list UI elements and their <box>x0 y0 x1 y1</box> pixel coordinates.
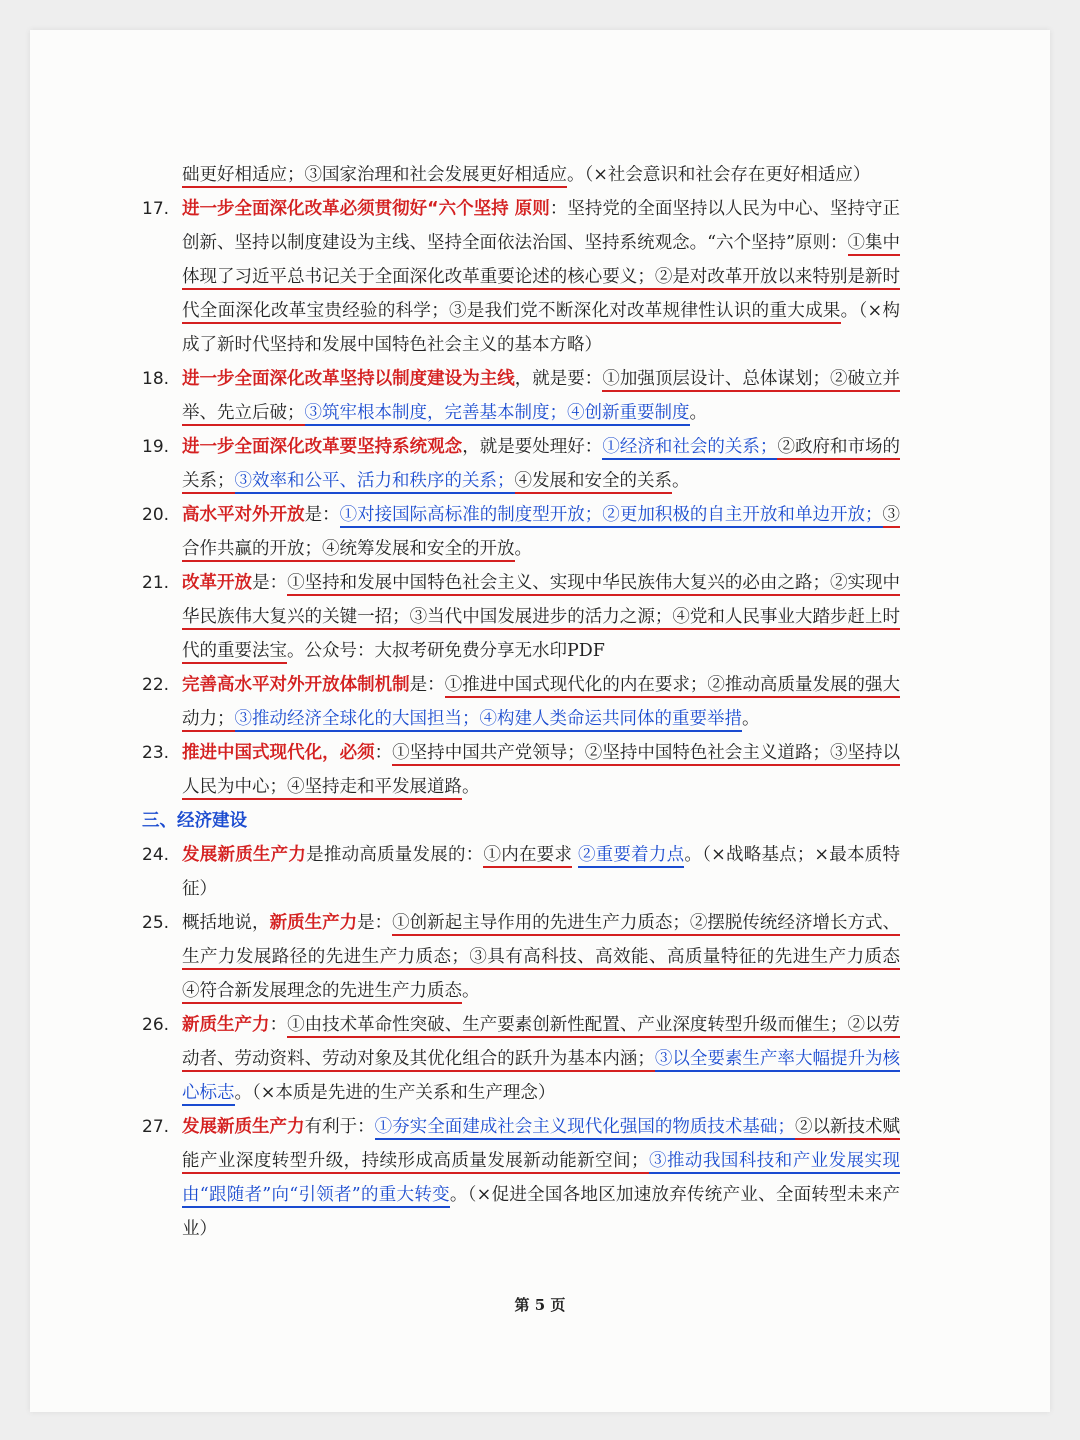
item-content <box>182 1110 900 1246</box>
underlined-point-blue: ①夯实全面建成社会主义现代化强国的物质技术基础； <box>375 1117 795 1140</box>
underlined-point-red: ③合作共赢的开放；④统筹发展和安全的开放 <box>182 505 900 562</box>
item-content <box>182 838 900 906</box>
list-item <box>142 430 901 498</box>
body-text: ：坚持党的全面坚持以人民为中心、坚持守正创新、坚持以制度建设为主线、坚持全面依法治国、坚持系统观念。“六个坚持”原则： <box>182 199 900 253</box>
underlined-point-blue: ③筑牢根本制度，完善基本制度；④创新重要制度 <box>305 403 690 426</box>
keyword-heading: 发展新质生产力 <box>182 845 307 865</box>
item-number: 22. <box>142 675 170 695</box>
body-text: 。（×促进全国各地区加速放弃传统产业、全面转型未来产业） <box>182 1185 900 1239</box>
body-text: ： <box>374 743 393 763</box>
keyword-heading: 改革开放 <box>182 573 253 593</box>
item-number: 24. <box>142 845 170 865</box>
body-text: ，就是要： <box>514 369 603 389</box>
body-text: 是推动高质量发展的： <box>306 845 484 865</box>
underlined-point-red: 础更好相适应；③国家治理和社会发展更好相适应 <box>182 165 567 188</box>
underlined-point-red: ①由技术革命性突破、生产要素创新性配置、产业深度转型升级而催生；②以劳动者、劳动资料、劳动对象及其优化组合的跃升为基本内涵； <box>182 1015 900 1072</box>
keyword-heading: 完善高水平对外开放体制机制 <box>182 675 410 695</box>
item-content <box>182 498 900 566</box>
list-item <box>142 362 901 430</box>
keyword-heading: 推进中国式现代化，必须 <box>182 743 375 763</box>
underlined-point-blue: ①经济和社会的关系； <box>602 437 777 460</box>
keyword-heading: 新质生产力 <box>182 1015 270 1035</box>
item-number: 27. <box>142 1117 170 1137</box>
list-item <box>142 192 901 362</box>
item-number: 20. <box>142 505 170 525</box>
body-text: 。 <box>672 471 690 491</box>
body-text: ，就是要处理好： <box>462 437 603 457</box>
item-list-2 <box>142 838 901 1246</box>
keyword-heading: 发展新质生产力 <box>182 1117 305 1137</box>
continued-paragraph <box>182 158 900 192</box>
item-number: 19. <box>142 437 170 457</box>
body-text: 。（×本质是先进的生产关系和生产理念） <box>234 1083 556 1103</box>
underlined-point-blue: ③效率和公平、活力和秩序的关系； <box>235 471 515 494</box>
body-text: 概括地说， <box>182 913 270 933</box>
underlined-point-blue: ②重要着力点 <box>578 845 684 868</box>
underlined-point-red: ①坚持中国共产党领导；②坚持中国特色社会主义道路；③坚持以人民为中心；④坚持走和平发展道路 <box>182 743 900 800</box>
page-content <box>142 158 901 1246</box>
body-text: 是： <box>252 573 288 593</box>
body-text: 。（×战略基点；×最本质特征） <box>182 845 901 899</box>
section-title: 三、经济建设 <box>142 811 247 831</box>
keyword-heading: 进一步全面深化改革要坚持系统观念 <box>182 437 463 457</box>
keyword-heading: 进一步全面深化改革必须贯彻好“六个坚持 原则 <box>182 199 550 219</box>
item-number: 25. <box>142 913 170 933</box>
underlined-point-blue: ③以全要素生产率大幅提升为核心标志 <box>182 1049 900 1106</box>
item-list-1 <box>142 192 901 804</box>
underlined-point-red: ②以新技术赋能产业深度转型升级，持续形成高质量发展新动能新空间； <box>182 1117 900 1174</box>
body-text: 。（×社会意识和社会存在更好相适应） <box>567 165 871 185</box>
item-content <box>182 362 900 430</box>
underlined-point-red: ①坚持和发展中国特色社会主义、实现中华民族伟大复兴的必由之路；②实现中华民族伟大复兴的关键一招；③当代中国发展进步的活力之源；④党和人民事业大踏步赶上时代的重要法宝 <box>182 573 900 664</box>
item-content <box>182 430 900 498</box>
body-text: 是： <box>304 505 340 525</box>
underlined-point-red: ①内在要求 <box>483 845 572 868</box>
item-content <box>182 566 900 668</box>
body-text: 是： <box>409 675 445 695</box>
body-text: 。 <box>462 981 480 1001</box>
underlined-point-blue: ③推动经济全球化的大国担当；④构建人类命运共同体的重要举措 <box>235 709 743 732</box>
body-text: 。 <box>742 709 760 729</box>
item-number: 18. <box>142 369 170 389</box>
list-item <box>142 1008 901 1110</box>
body-text: 有利于： <box>304 1117 375 1137</box>
underlined-point-blue: ③推动我国科技和产业发展实现由“跟随者”向“引领者”的重大转变 <box>182 1151 900 1208</box>
keyword-heading: 高水平对外开放 <box>182 505 305 525</box>
item-number: 26. <box>142 1015 170 1035</box>
body-text: 。 <box>462 777 480 797</box>
underlined-point-blue: ①对接国际高标准的制度型开放；②更加积极的自主开放和单边开放； <box>340 505 883 528</box>
underlined-point-red: ①加强顶层设计、总体谋划；②破立并举、先立后破； <box>182 369 900 426</box>
list-item <box>142 736 901 804</box>
list-item <box>142 668 901 736</box>
body-text: 是： <box>357 913 393 933</box>
body-text: 。公众号：大叔考研免费分享无水印PDF <box>287 641 605 661</box>
list-item <box>142 906 901 1008</box>
continued-text <box>182 158 900 192</box>
underlined-point-red: ①创新起主导作用的先进生产力质态；②摆脱传统经济增长方式、生产力发展路径的先进生产力质态；③具有高科技、高效能、高质量特征的先进生产力质态 ④符合新发展理念的先进生产力质态 <box>182 913 900 1004</box>
underlined-point-red: ①推进中国式现代化的内在要求；②推动高质量发展的强大动力； <box>182 675 900 732</box>
item-number: 21. <box>142 573 170 593</box>
item-content <box>182 736 900 804</box>
body-text: 。 <box>514 539 532 559</box>
body-text: 。 <box>689 403 707 423</box>
item-content <box>182 192 900 362</box>
underlined-point-red: ④发展和安全的关系 <box>515 471 673 494</box>
keyword-heading: 新质生产力 <box>269 913 358 933</box>
item-content <box>182 1008 900 1110</box>
item-content <box>182 668 900 736</box>
item-number: 23. <box>142 743 170 763</box>
list-item <box>142 566 901 668</box>
page-footer: 第 5 页 <box>514 1296 566 1314</box>
list-item <box>142 838 901 906</box>
underlined-point-red: ②政府和市场的关系； <box>182 437 900 494</box>
item-number: 17. <box>142 199 170 219</box>
body-text: 。（×构成了新时代坚持和发展中国特色社会主义的基本方略） <box>182 301 900 355</box>
list-item <box>142 498 901 566</box>
underlined-point-red: ①集中体现了习近平总书记关于全面深化改革重要论述的核心要义；②是对改革开放以来特别是新时代全面深化改革宝贵经验的科学；③是我们党不断深化对改革规律性认识的重大成果 <box>182 233 900 324</box>
item-content <box>182 906 900 1008</box>
list-item <box>142 1110 901 1246</box>
keyword-heading: 进一步全面深化改革坚持以制度建设为主线 <box>182 369 515 389</box>
body-text: ： <box>269 1015 288 1035</box>
